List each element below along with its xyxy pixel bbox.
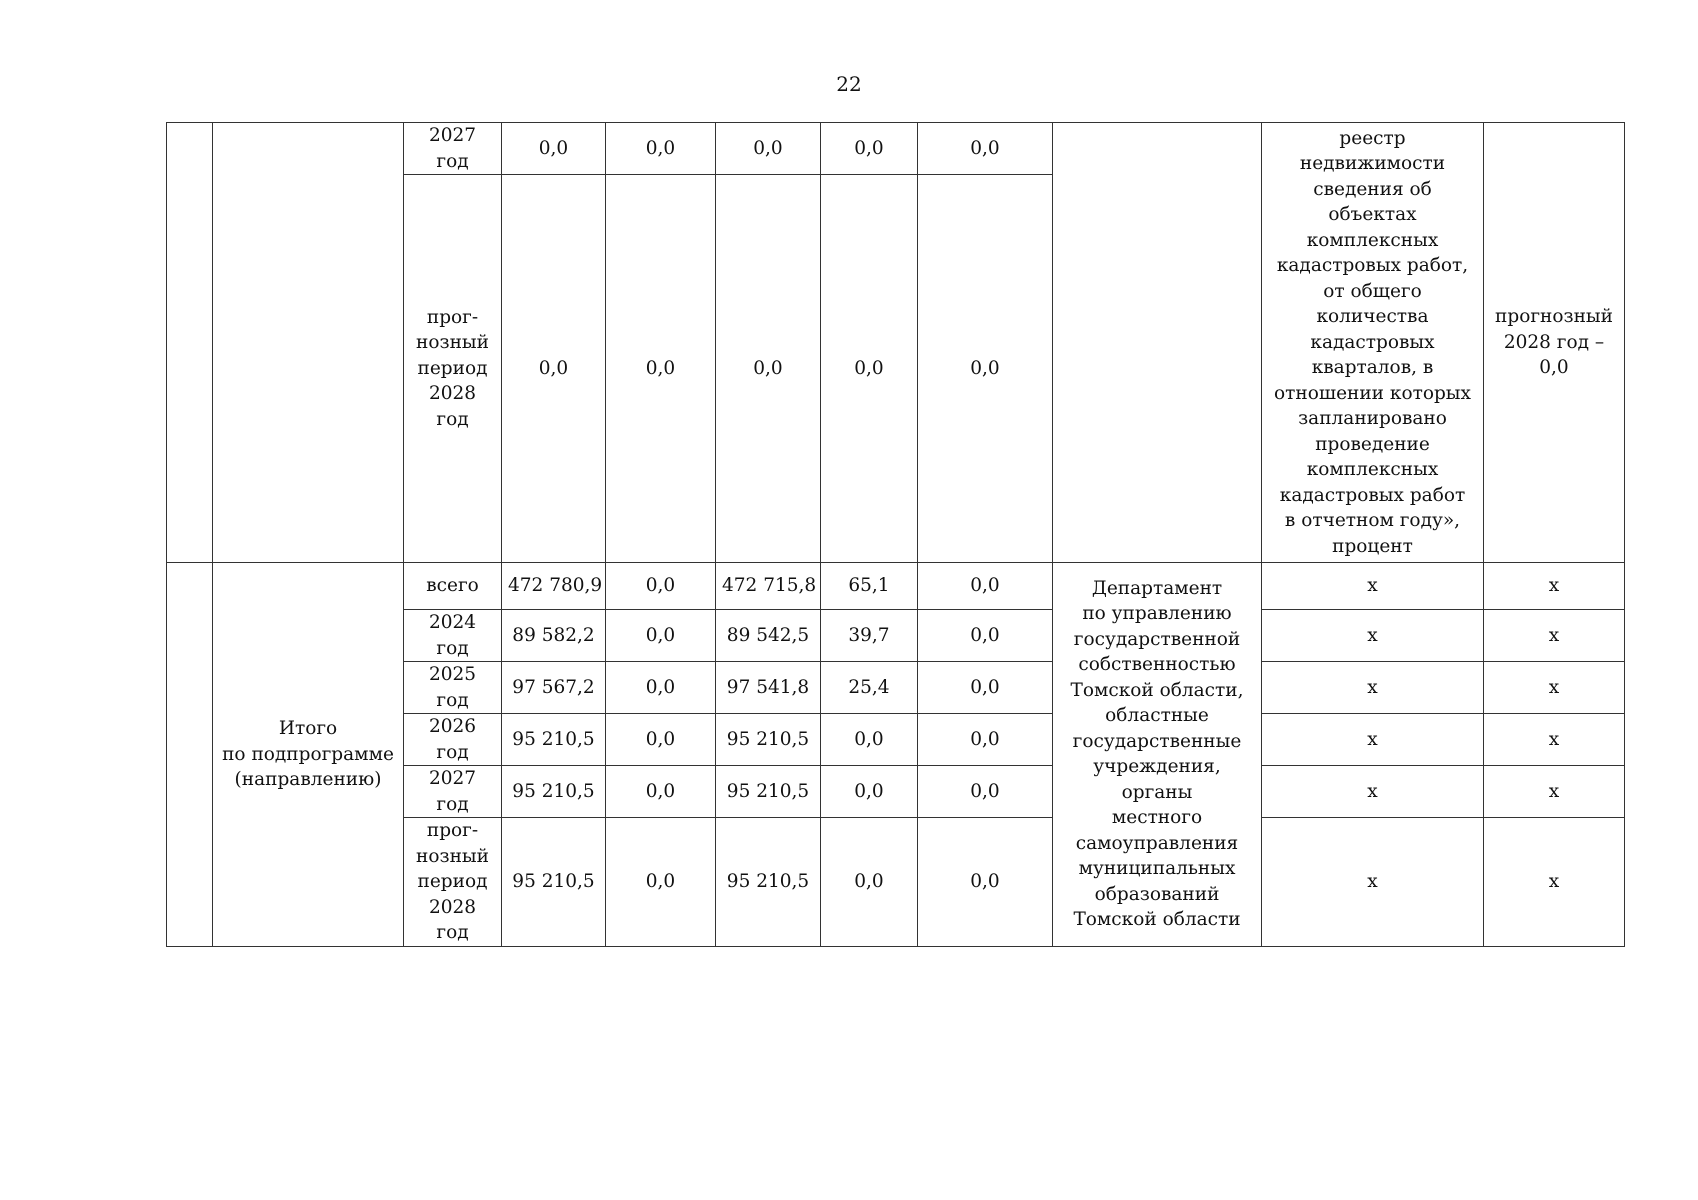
value-cell: 0,0 — [918, 766, 1053, 818]
value-cell: 0,0 — [918, 662, 1053, 714]
value-cell: 89 542,5 — [716, 610, 821, 662]
period-label: 2026 год — [404, 714, 502, 766]
indicator-value-cell: x — [1484, 714, 1625, 766]
value-cell: 0,0 — [502, 175, 606, 563]
period-label: прог- нозный период 2028 год — [404, 818, 502, 947]
index-cell — [167, 123, 213, 563]
value-cell: 95 210,5 — [716, 714, 821, 766]
value-cell: 97 567,2 — [502, 662, 606, 714]
value-cell: 97 541,8 — [716, 662, 821, 714]
indicator-value-cell: x — [1484, 818, 1625, 947]
table-row — [167, 123, 1625, 175]
value-cell: 95 210,5 — [502, 714, 606, 766]
value-cell: 0,0 — [606, 714, 716, 766]
value-cell: 39,7 — [821, 610, 918, 662]
budget-table — [166, 122, 1625, 947]
value-cell: 0,0 — [918, 123, 1053, 175]
name-cell — [213, 123, 404, 563]
value-cell: 0,0 — [821, 714, 918, 766]
indicator-text: реестр недвижимости сведения об объектах комплексных кадастровых работ, от общего количества кадастровых кварталов, в отношении которых запланировано проведение комплексных кадастровых работ в отчетном году», процент — [1262, 123, 1484, 563]
indicator-value-cell: x — [1484, 766, 1625, 818]
indicator-value-cell: x — [1484, 610, 1625, 662]
value-cell: 0,0 — [821, 818, 918, 947]
value-cell: 0,0 — [606, 610, 716, 662]
indicator-cell: x — [1262, 563, 1484, 610]
value-cell: 0,0 — [606, 563, 716, 610]
value-cell: 472 780,9 — [502, 563, 606, 610]
indicator-cell: x — [1262, 610, 1484, 662]
value-cell: 0,0 — [918, 175, 1053, 563]
value-cell: 0,0 — [821, 175, 918, 563]
period-label: всего — [404, 563, 502, 610]
value-cell: 472 715,8 — [716, 563, 821, 610]
value-cell: 0,0 — [716, 123, 821, 175]
indicator-cell: x — [1262, 818, 1484, 947]
value-cell: 95 210,5 — [502, 818, 606, 947]
value-cell: 95 210,5 — [502, 766, 606, 818]
value-cell: 95 210,5 — [716, 766, 821, 818]
indicator-cell: x — [1262, 662, 1484, 714]
table-row — [167, 563, 1625, 610]
value-cell: 65,1 — [821, 563, 918, 610]
value-cell: 0,0 — [918, 563, 1053, 610]
value-cell: 0,0 — [821, 123, 918, 175]
indicator-cell: x — [1262, 766, 1484, 818]
value-cell: 0,0 — [502, 123, 606, 175]
value-cell: 0,0 — [918, 714, 1053, 766]
indicator-value-cell: x — [1484, 662, 1625, 714]
department-cell-empty — [1053, 123, 1262, 563]
value-cell: 0,0 — [606, 766, 716, 818]
value-cell: 0,0 — [606, 123, 716, 175]
period-label: 2027 год — [404, 766, 502, 818]
index-cell — [167, 563, 213, 947]
period-label: 2027 год — [404, 123, 502, 175]
value-cell: 25,4 — [821, 662, 918, 714]
value-cell: 0,0 — [918, 818, 1053, 947]
period-label: прог- нозный период 2028 год — [404, 175, 502, 563]
value-cell: 0,0 — [606, 175, 716, 563]
value-cell: 0,0 — [716, 175, 821, 563]
value-cell: 0,0 — [606, 818, 716, 947]
indicator-value-cell: x — [1484, 563, 1625, 610]
value-cell: 0,0 — [821, 766, 918, 818]
value-cell: 0,0 — [606, 662, 716, 714]
value-cell: 0,0 — [918, 610, 1053, 662]
indicator-cell: x — [1262, 714, 1484, 766]
department-text: Департамент по управлению государственной собственностью Томской области, областные государственные учреждения, органы местного самоуправления муниципальных образований Томской области — [1053, 563, 1262, 947]
value-cell: 89 582,2 — [502, 610, 606, 662]
value-cell: 95 210,5 — [716, 818, 821, 947]
page-number: 22 — [836, 72, 862, 96]
period-label: 2025 год — [404, 662, 502, 714]
forecast-value: прогнозный 2028 год – 0,0 — [1484, 123, 1625, 563]
total-title: Итого по подпрограмме (направлению) — [213, 563, 404, 947]
period-label: 2024 год — [404, 610, 502, 662]
